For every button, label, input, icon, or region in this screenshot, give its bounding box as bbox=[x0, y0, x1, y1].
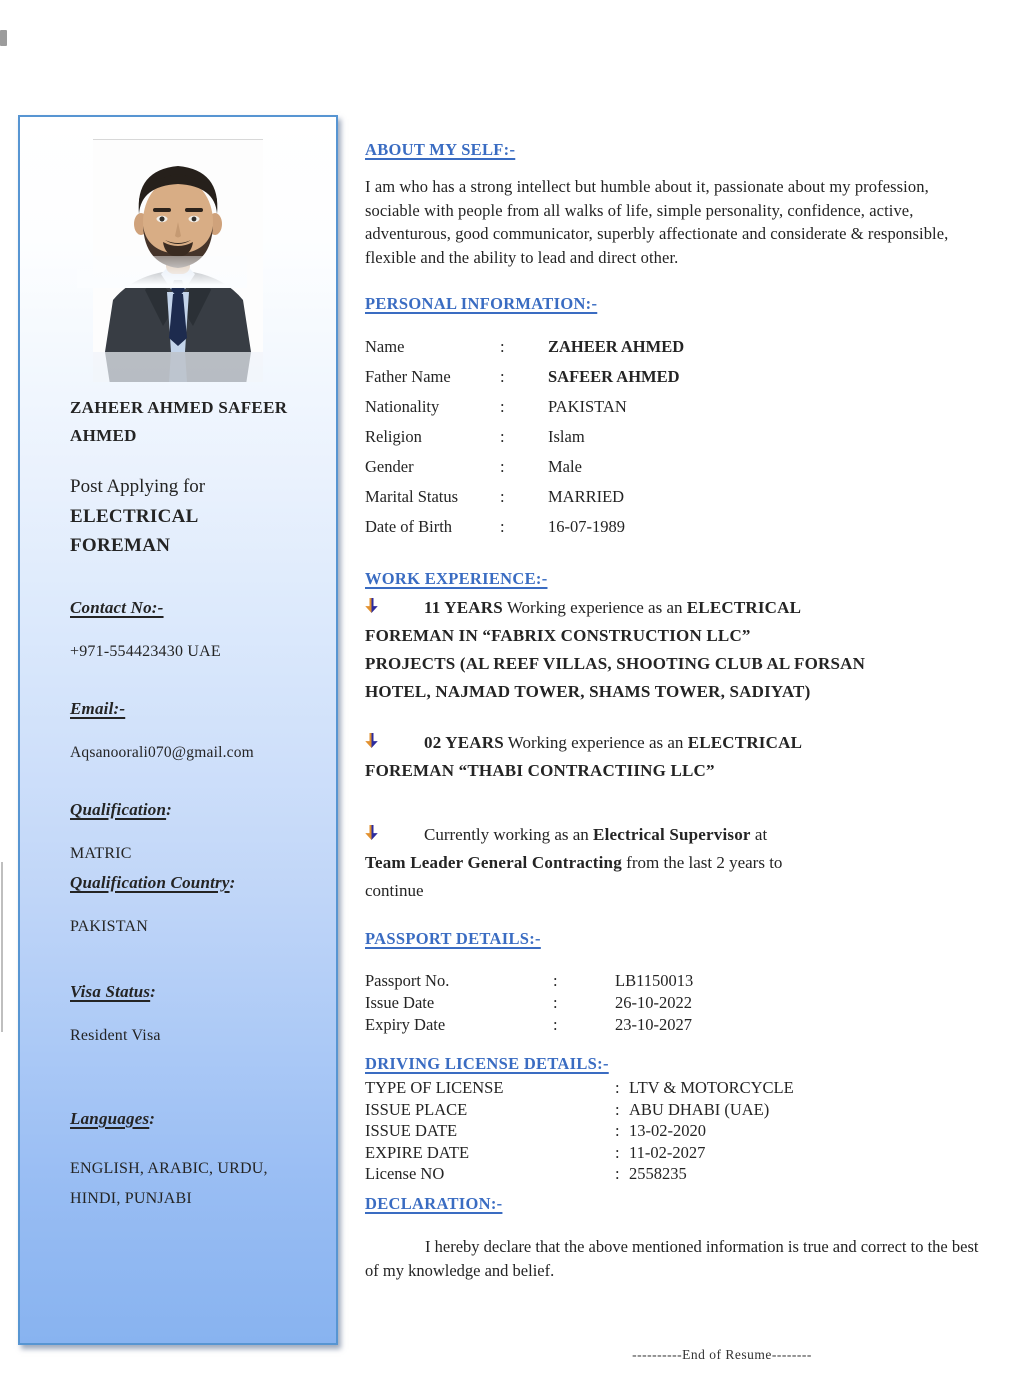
scan-artifact-mark bbox=[0, 30, 7, 46]
heading-text: Contact No:- bbox=[70, 598, 164, 617]
section-personal-information bbox=[365, 294, 983, 536]
colon: : bbox=[500, 337, 505, 356]
field-value: PAKISTAN bbox=[548, 397, 627, 416]
down-arrow-bullet-icon bbox=[365, 729, 380, 757]
driving-license-heading: DRIVING LICENSE DETAILS:- bbox=[365, 1054, 609, 1073]
section-driving-license bbox=[365, 1054, 983, 1185]
section-declaration bbox=[365, 1194, 983, 1283]
colon: : bbox=[500, 397, 505, 416]
qualification-value: MATRIC bbox=[70, 845, 132, 862]
declaration-heading: DECLARATION:- bbox=[365, 1193, 503, 1213]
portrait-photo-image bbox=[93, 139, 263, 352]
colon: : bbox=[500, 367, 505, 386]
field-value: LB1150013 bbox=[615, 971, 694, 990]
colon: : bbox=[500, 487, 505, 506]
table-row bbox=[365, 1099, 983, 1121]
sidebar-heading-languages bbox=[70, 1109, 312, 1129]
heading-text: Visa Status bbox=[70, 982, 151, 1001]
license-table bbox=[365, 1077, 983, 1185]
work-regular-text: Currently working as an bbox=[424, 825, 594, 844]
work-bold-text: HOTEL, NAJMAD TOWER, SHAMS TOWER, SADIYAT) bbox=[365, 682, 811, 701]
work-experience-item bbox=[365, 594, 983, 706]
section-passport-details bbox=[365, 929, 983, 1036]
field-label: Date of Birth bbox=[365, 517, 453, 536]
field-label: TYPE OF LICENSE bbox=[365, 1078, 504, 1097]
field-value: 11-02-2027 bbox=[629, 1142, 706, 1162]
about-body: I am who has a strong intellect but humble about it, passionate about my profession, sociable with people from all walks of life, simple personality, confidence, active, adventurous, good communicator, superbly affectionate and considerate & responsible, flexible and the ability to lead and direct other. bbox=[365, 177, 949, 267]
field-label: Religion bbox=[365, 427, 422, 446]
field-label: Expiry Date bbox=[365, 1015, 446, 1034]
passport-table bbox=[365, 970, 983, 1036]
field-value: 26-10-2022 bbox=[615, 993, 692, 1012]
photo-reflection bbox=[93, 352, 263, 382]
field-label: ISSUE DATE bbox=[365, 1121, 458, 1140]
declaration-body: I hereby declare that the above mentioned information is true and correct to the best of my knowledge and belief. bbox=[365, 1236, 979, 1280]
work-bold-text: Team Leader General Contracting bbox=[365, 853, 622, 872]
colon: : bbox=[615, 1164, 620, 1183]
sidebar-heading-visa-status bbox=[70, 982, 312, 1002]
field-value: LTV & MOTORCYCLE bbox=[629, 1078, 794, 1097]
field-label: ISSUE PLACE bbox=[365, 1099, 468, 1119]
personal-info-heading: PERSONAL INFORMATION:- bbox=[365, 294, 598, 313]
table-row bbox=[365, 1142, 983, 1164]
post-applying-label: Post Applying for bbox=[70, 476, 206, 497]
work-bold-text: PROJECTS (AL REEF VILLAS, SHOOTING CLUB AL FORSAN bbox=[365, 654, 866, 673]
field-value: 23-10-2027 bbox=[615, 1015, 692, 1034]
photo-reflection-fade bbox=[77, 256, 247, 288]
colon: : bbox=[615, 1142, 620, 1162]
work-bold-text: FOREMAN “THABI CONTRACTIING LLC” bbox=[365, 761, 715, 780]
passport-details-heading: PASSPORT DETAILS:- bbox=[365, 929, 541, 948]
work-bold-text: ELECTRICAL bbox=[687, 733, 803, 752]
work-bold-text: ELECTRICAL bbox=[686, 598, 802, 617]
sidebar-heading-email bbox=[70, 699, 312, 719]
sidebar-heading-qualification bbox=[70, 800, 312, 820]
field-value: ABU DHABI (UAE) bbox=[629, 1099, 770, 1119]
work-bold-text: 11 YEARS bbox=[424, 598, 503, 617]
work-regular-text: at bbox=[750, 825, 768, 844]
heading-text: Qualification bbox=[70, 800, 167, 819]
work-bold-text: FOREMAN IN “FABRIX CONSTRUCTION LLC” bbox=[365, 626, 751, 645]
table-row bbox=[365, 1014, 983, 1036]
work-experience-item bbox=[365, 729, 983, 785]
table-row bbox=[365, 970, 983, 992]
field-label: Marital Status bbox=[365, 487, 459, 506]
table-row bbox=[365, 338, 983, 356]
work-regular-text: continue bbox=[365, 881, 424, 900]
about-heading: ABOUT MY SELF:- bbox=[365, 140, 516, 159]
field-label: Gender bbox=[365, 457, 414, 476]
work-regular-text: Working experience as an bbox=[503, 733, 688, 752]
work-bold-text: Electrical Supervisor bbox=[593, 825, 751, 844]
work-regular-text: Working experience as an bbox=[502, 598, 687, 617]
heading-text: Email:- bbox=[70, 699, 126, 718]
field-label: Nationality bbox=[365, 397, 440, 416]
post-applying-value: ELECTRICAL FOREMAN bbox=[70, 506, 198, 556]
field-label: Name bbox=[365, 337, 405, 356]
qualification-country-value: PAKISTAN bbox=[70, 918, 148, 935]
field-value: ZAHEER AHMED bbox=[548, 337, 685, 356]
colon: : bbox=[615, 1121, 620, 1140]
sidebar bbox=[18, 115, 338, 1345]
down-arrow-bullet-icon bbox=[365, 594, 380, 622]
field-value: Male bbox=[548, 457, 582, 476]
colon: : bbox=[500, 427, 505, 446]
colon: : bbox=[500, 457, 505, 476]
table-row bbox=[365, 992, 983, 1014]
field-value: Islam bbox=[548, 427, 585, 446]
heading-text: Qualification Country bbox=[70, 873, 230, 892]
field-value: SAFEER AHMED bbox=[548, 367, 680, 386]
heading-suffix: : bbox=[229, 873, 236, 892]
colon: : bbox=[553, 1015, 558, 1034]
table-row bbox=[365, 1163, 983, 1185]
sidebar-heading-qualification-country bbox=[70, 873, 312, 893]
languages-value: ENGLISH, ARABIC, URDU, HINDI, PUNJABI bbox=[70, 1160, 268, 1207]
colon: : bbox=[615, 1078, 620, 1097]
colon: : bbox=[615, 1099, 620, 1119]
contact-number: +971-554423430 UAE bbox=[70, 643, 221, 660]
candidate-name: ZAHEER AHMED SAFEER AHMED bbox=[70, 398, 288, 445]
personal-info-table bbox=[365, 338, 983, 536]
table-row bbox=[365, 368, 983, 386]
table-row bbox=[365, 1120, 983, 1142]
section-about bbox=[365, 140, 983, 269]
table-row bbox=[365, 488, 983, 506]
table-row bbox=[365, 428, 983, 446]
table-row bbox=[365, 1077, 983, 1099]
table-row bbox=[365, 398, 983, 416]
sidebar-content bbox=[20, 382, 336, 1214]
field-label: License NO bbox=[365, 1164, 445, 1183]
field-value: 13-02-2020 bbox=[629, 1121, 706, 1140]
work-regular-text: from the last 2 years to bbox=[621, 853, 783, 872]
field-value: 2558235 bbox=[629, 1164, 687, 1183]
scan-artifact-line bbox=[1, 862, 3, 1032]
table-row bbox=[365, 518, 983, 536]
sidebar-heading-contact bbox=[70, 598, 312, 618]
resume-main-column bbox=[365, 140, 983, 1363]
field-label: Father Name bbox=[365, 367, 451, 386]
colon: : bbox=[553, 971, 558, 990]
field-value: MARRIED bbox=[548, 487, 625, 506]
heading-suffix: : bbox=[149, 1109, 156, 1128]
field-label: EXPIRE DATE bbox=[365, 1142, 470, 1162]
heading-suffix: : bbox=[166, 800, 172, 819]
colon: : bbox=[553, 993, 558, 1012]
end-of-resume-text: ----------End of Resume-------- bbox=[632, 1346, 812, 1362]
field-label: Issue Date bbox=[365, 993, 435, 1012]
work-experience-item bbox=[365, 821, 983, 905]
down-arrow-bullet-icon bbox=[365, 821, 380, 849]
field-label: Passport No. bbox=[365, 971, 450, 990]
heading-suffix: : bbox=[150, 982, 157, 1001]
section-work-experience bbox=[365, 569, 983, 905]
colon: : bbox=[500, 517, 505, 536]
work-experience-heading: WORK EXPERIENCE:- bbox=[365, 569, 548, 588]
email-address: Aqsanoorali070@gmail.com bbox=[70, 744, 254, 761]
field-value: 16-07-1989 bbox=[548, 517, 625, 536]
visa-status-value: Resident Visa bbox=[70, 1027, 161, 1044]
table-row bbox=[365, 458, 983, 476]
work-bold-text: 02 YEARS bbox=[424, 733, 504, 752]
heading-text: Languages bbox=[70, 1109, 150, 1128]
